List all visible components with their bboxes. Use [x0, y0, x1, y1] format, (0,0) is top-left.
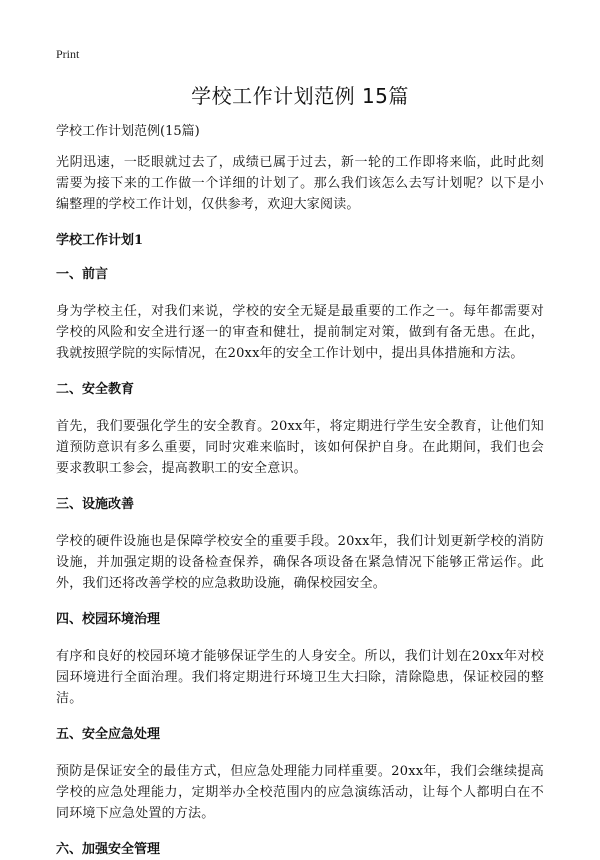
section-heading: 五、安全应急处理: [56, 727, 161, 742]
document-title: 学校工作计划范例 15篇: [191, 84, 409, 108]
section-heading: 三、设施改善: [56, 497, 135, 512]
section-heading: 二、安全教育: [56, 382, 135, 397]
section-facility-improvement: [56, 495, 544, 594]
section-heading: 六、加强安全管理: [56, 842, 161, 857]
intro-paragraph: 光阴迅速，一眨眼就过去了，成绩已属于过去，新一轮的工作即将来临，此时此刻需要为接下来的工作做一个详细的计划了。那么我们该怎么去写计划呢？以下是小编整理的学校工作计划，仅供参考，欢迎大家阅读。: [56, 155, 544, 212]
section-heading: 一、前言: [56, 267, 109, 282]
plan-title: 学校工作计划1: [56, 233, 144, 248]
print-link[interactable]: Print: [56, 47, 80, 61]
section-heading: 四、校园环境治理: [56, 612, 161, 627]
section-body: 预防是保证安全的最佳方式，但应急处理能力同样重要。20xx年，我们会继续提高学校的应急处理能力，定期举办全校范围内的应急演练活动，让每个人都明白在不同环境下应急处置的方法。: [56, 764, 544, 821]
section-safety-education: [56, 380, 544, 479]
section-emergency-handling: [56, 725, 544, 824]
section-campus-environment: [56, 610, 544, 709]
section-safety-management: [56, 840, 544, 860]
section-body: 学校的硬件设施也是保障学校安全的重要手段。20xx年，我们计划更新学校的消防设施，并加强定期的设备检查保养，确保各项设备在紧急情况下能够正常运作。此外，我们还将改善学校的应急救助设施，确保校园安全。: [56, 534, 544, 591]
section-body: 首先，我们要强化学生的安全教育。20xx年，将定期进行学生安全教育，让他们知道预防意识有多么重要，同时灾难来临时，该如何保护自身。在此期间，我们也会要求教职工参会，提高教职工的安全意识。: [56, 419, 544, 476]
section-body: 有序和良好的校园环境才能够保证学生的人身安全。所以，我们计划在20xx年对校园环境进行全面治理。我们将定期进行环境卫生大扫除，清除隐患，保证校园的整洁。: [56, 649, 544, 706]
section-foreword: [56, 265, 544, 364]
document-subtitle: 学校工作计划范例(15篇): [56, 124, 200, 139]
section-body: 身为学校主任，对我们来说，学校的安全无疑是最重要的工作之一。每年都需要对学校的风险和安全进行逐一的审查和健壮，提前制定对策，做到有备无患。在此，我就按照学院的实际情况，在20xx年的安全工作计划中，提出具体措施和方法。: [56, 304, 544, 361]
